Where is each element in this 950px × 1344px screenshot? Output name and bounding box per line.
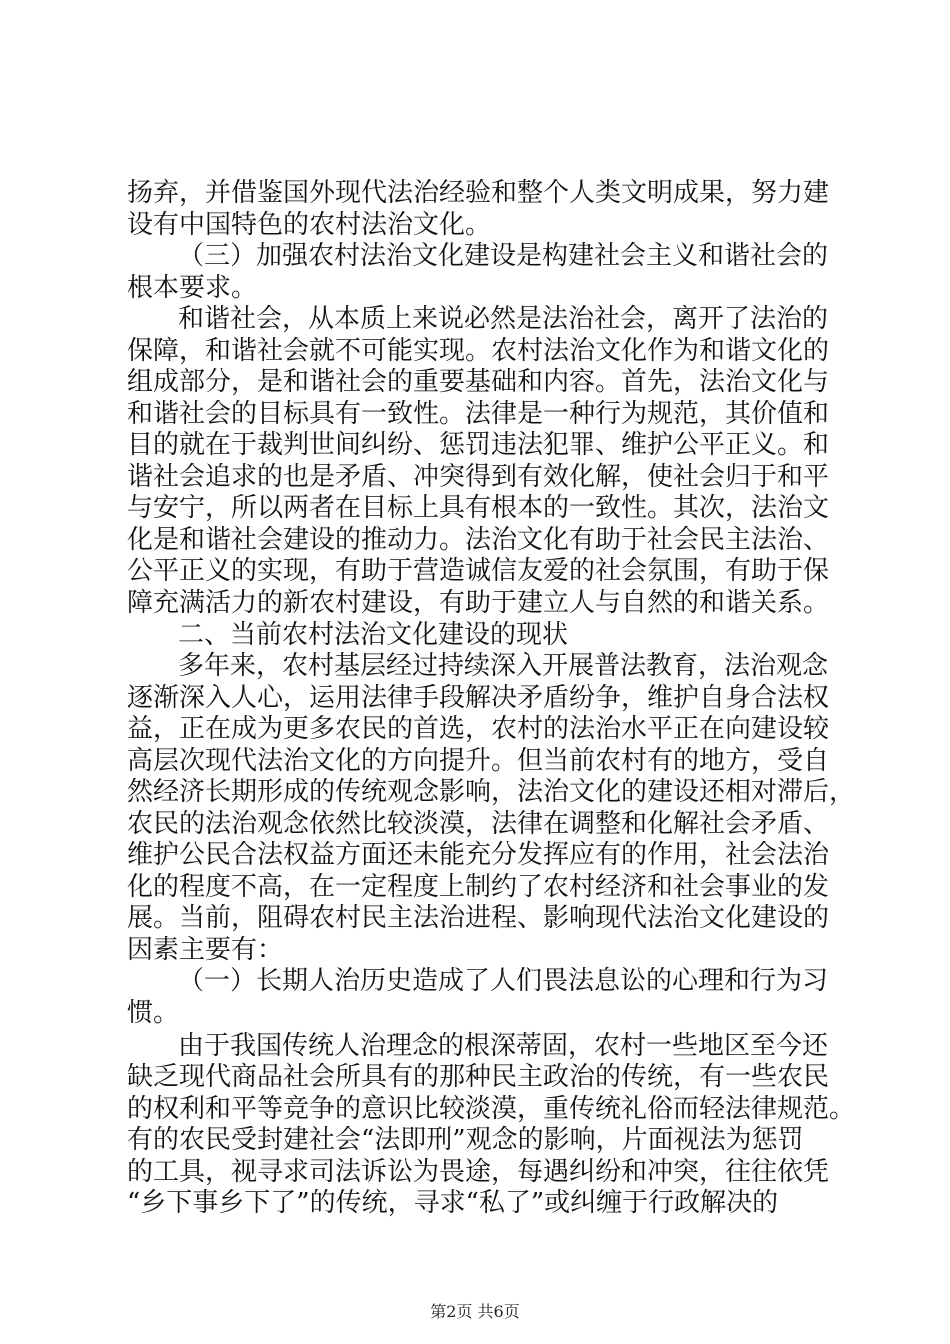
text-line: 目的就在于裁判世间纠纷、惩罚违法犯罪、维护公平正义。和 [127, 430, 830, 460]
text-line: 维护公民合法权益方面还未能充分发挥应有的作用，社会法治 [127, 840, 830, 870]
section-heading: 二、当前农村法治文化建设的现状 [178, 620, 569, 650]
text-line: 设有中国特色的农村法治文化。 [127, 210, 492, 240]
text-line: 保障，和谐社会就不可能实现。农村法治文化作为和谐文化的 [127, 336, 830, 366]
text-line: 化的程度不高，在一定程度上制约了农村经济和社会事业的发 [127, 872, 830, 902]
text-line: 有的农民受封建社会“法即刑”观念的影响，片面视法为惩罚 [127, 1125, 804, 1155]
text-line: 展。当前，阻碍农村民主法治进程、影响现代法治文化建设的 [127, 903, 830, 933]
text-line: 根本要求。 [127, 273, 258, 303]
text-line: 和谐社会的目标具有一致性。法律是一种行为规范，其价值和 [127, 399, 830, 429]
text-line: 的权利和平等竞争的意识比较淡漠，重传统礼俗而轻法律规范。 [127, 1094, 856, 1124]
text-line: （三）加强农村法治文化建设是构建社会主义和谐社会的 [178, 241, 829, 271]
text-line: 化是和谐社会建设的推动力。法治文化有助于社会民主法治、 [127, 525, 830, 555]
text-line: 益，正在成为更多农民的首选，农村的法治水平正在向建设较 [127, 714, 830, 744]
text-line: （一）长期人治历史造成了人们畏法息讼的心理和行为习 [178, 966, 829, 996]
text-line: 扬弃，并借鉴国外现代法治经验和整个人类文明成果，努力建 [127, 178, 830, 208]
text-line: 因素主要有： [127, 935, 284, 965]
text-line: 组成部分，是和谐社会的重要基础和内容。首先，法治文化与 [127, 367, 830, 397]
text-line: 和谐社会，从本质上来说必然是法治社会，离开了法治的 [178, 304, 829, 334]
page-number: 第2页 共6页 [430, 1302, 520, 1321]
text-line: 逐渐深入人心，运用法律手段解决矛盾纷争，维护自身合法权 [127, 683, 830, 713]
text-line: 惯。 [127, 998, 180, 1028]
text-line: 高层次现代法治文化的方向提升。但当前农村有的地方，受自 [127, 746, 830, 776]
text-line: 多年来，农村基层经过持续深入开展普法教育，法治观念 [178, 651, 829, 681]
text-line: 障充满活力的新农村建设，有助于建立人与自然的和谐关系。 [127, 588, 830, 618]
text-line: 缺乏现代商品社会所具有的那种民主政治的传统，有一些农民 [127, 1062, 830, 1092]
page-footer [0, 1302, 950, 1322]
text-line: 由于我国传统人治理念的根深蒂固，农村一些地区至今还 [178, 1031, 829, 1061]
text-line: 谐社会追求的也是矛盾、冲突得到有效化解，使社会归于和平 [127, 462, 830, 492]
text-line: 与安宁，所以两者在目标上具有根本的一致性。其次，法治文 [127, 493, 830, 523]
text-line: 然经济长期形成的传统观念影响，法治文化的建设还相对滞后， [127, 777, 856, 807]
text-line: 的工具，视寻求司法诉讼为畏途，每遇纠纷和冲突，往往依凭 [127, 1157, 830, 1187]
text-line: 公平正义的实现，有助于营造诚信友爱的社会氛围，有助于保 [127, 556, 830, 586]
text-line: “乡下事乡下了”的传统，寻求“私了”或纠缠于行政解决的 [127, 1188, 779, 1218]
text-line: 农民的法治观念依然比较淡漠，法律在调整和化解社会矛盾、 [127, 809, 830, 839]
